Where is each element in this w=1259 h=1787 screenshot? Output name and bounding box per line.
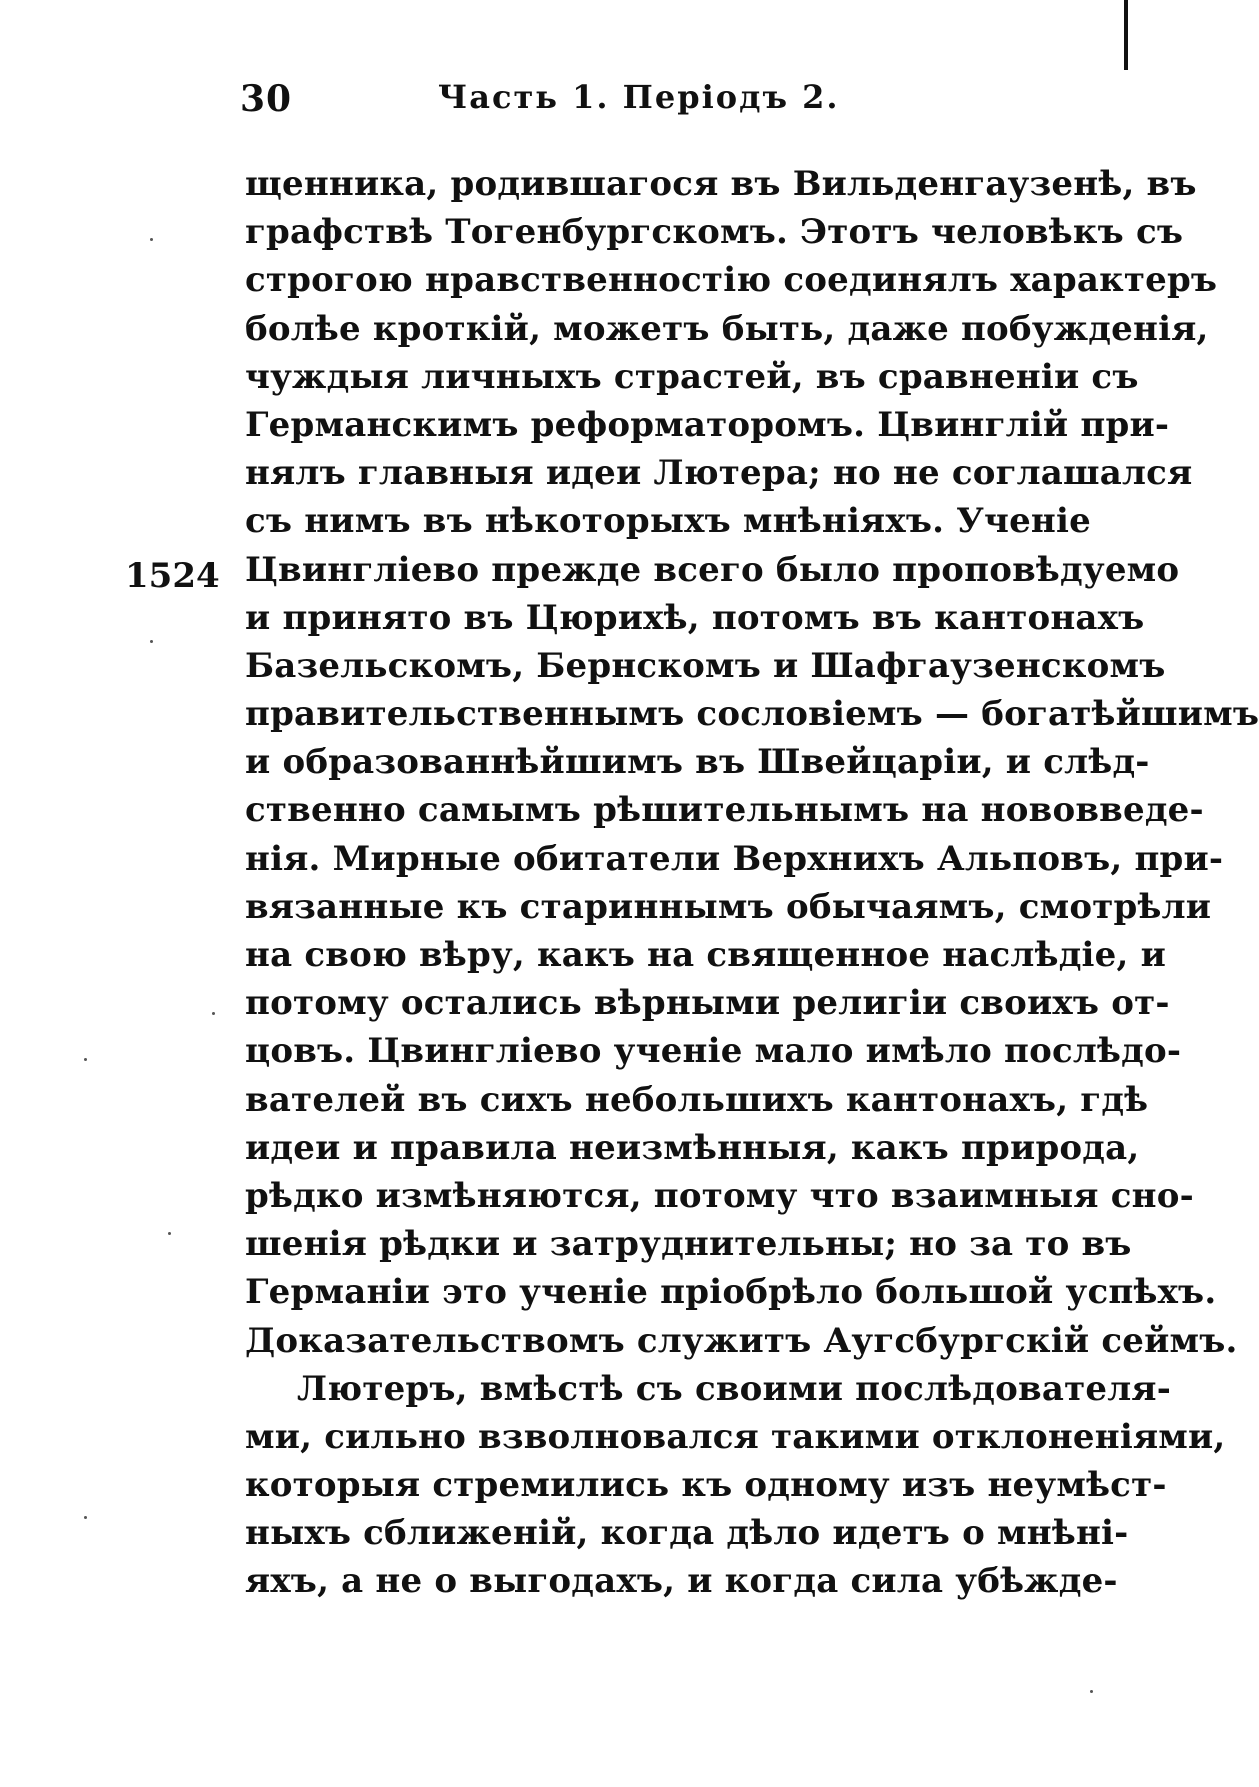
text-line: нялъ главныя идеи Лютера; но не соглашался bbox=[245, 453, 1193, 494]
text-line: шенія рѣдки и затруднительны; но за то въ bbox=[245, 1224, 1132, 1265]
text-line: строгою нравственностію соединялъ характеръ bbox=[245, 260, 1218, 301]
text-line: потому остались вѣрными религіи своихъ от- bbox=[245, 983, 1170, 1024]
text-line: вателей въ сихъ небольшихъ кантонахъ, гдѣ bbox=[245, 1079, 1149, 1120]
text-line: щенника, родившагося въ Вильденгаузенѣ, въ bbox=[245, 164, 1197, 204]
text-line: яхъ, а не о выгодахъ, и когда сила убѣжде- bbox=[245, 1561, 1118, 1602]
text-line: ныхъ сближеній, когда дѣло идетъ о мнѣні- bbox=[245, 1513, 1129, 1554]
text-line: цовъ. Цвингліево ученіе мало имѣло послѣдо- bbox=[245, 1031, 1182, 1072]
margin-year-note: 1524 bbox=[125, 556, 220, 596]
text-line: рѣдко измѣняются, потому что взаимныя сно- bbox=[245, 1175, 1194, 1216]
text-line: чуждыя личныхъ страстей, въ сравненіи съ bbox=[245, 356, 1139, 397]
text-line: идеи и правила неизмѣнныя, какъ природа, bbox=[245, 1127, 1140, 1168]
paper-speck bbox=[150, 640, 153, 643]
paper-speck bbox=[84, 1058, 87, 1061]
text-line: которыя стремились къ одному изъ неумѣст- bbox=[245, 1465, 1167, 1506]
paper-speck bbox=[84, 1516, 87, 1519]
text-line: вязанные къ стариннымъ обычаямъ, смотрѣли bbox=[245, 886, 1212, 927]
text-line: Цвингліево прежде всего было проповѣдуемо bbox=[245, 549, 1180, 590]
text-line: съ нимъ въ нѣкоторыхъ мнѣніяхъ. Ученіе bbox=[245, 501, 1091, 542]
page-number: 30 bbox=[240, 78, 293, 120]
text-line: Германскимъ реформаторомъ. Цвинглій при- bbox=[245, 404, 1170, 445]
paper-speck bbox=[150, 238, 153, 241]
page-edge-mark bbox=[1124, 0, 1128, 70]
paper-speck bbox=[212, 1012, 215, 1015]
text-line: ми, сильно взволновался такими отклоненіями, bbox=[245, 1416, 1226, 1457]
text-line: ственно самымъ рѣшительнымъ на нововведе- bbox=[245, 790, 1204, 831]
text-line: графствѣ Тогенбургскомъ. Этотъ человѣкъ съ bbox=[245, 212, 1184, 253]
text-line: нія. Мирные обитатели Верхнихъ Альповъ, при- bbox=[245, 838, 1224, 879]
text-line: и принято въ Цюрихѣ, потомъ въ кантонахъ bbox=[245, 597, 1145, 638]
text-line: Германіи это ученіе пріобрѣло большой успѣхъ. bbox=[245, 1272, 1217, 1313]
text-line: болѣе кроткій, можетъ быть, даже побужденія, bbox=[245, 308, 1209, 349]
text-line: Доказательствомъ служитъ Аугсбургскій сеймъ. bbox=[245, 1320, 1238, 1361]
paper-speck bbox=[1090, 1690, 1093, 1693]
text-line: на свою вѣру, какъ на священное наслѣдіе, и bbox=[245, 935, 1166, 975]
body-text bbox=[245, 160, 1259, 1606]
running-head: Часть 1. Періодъ 2. bbox=[438, 78, 840, 116]
paper-speck bbox=[168, 1232, 171, 1235]
text-line: правительственнымъ сословіемъ — богатѣйшимъ bbox=[245, 694, 1259, 735]
page-header bbox=[240, 78, 1060, 138]
text-line: и образованнѣйшимъ въ Швейцаріи, и слѣд- bbox=[245, 742, 1150, 783]
text-line: Базельскомъ, Бернскомъ и Шафгаузенскомъ bbox=[245, 645, 1166, 686]
paragraph-start-line: Лютеръ, вмѣстѣ съ своими послѣдователя- bbox=[297, 1368, 1172, 1409]
